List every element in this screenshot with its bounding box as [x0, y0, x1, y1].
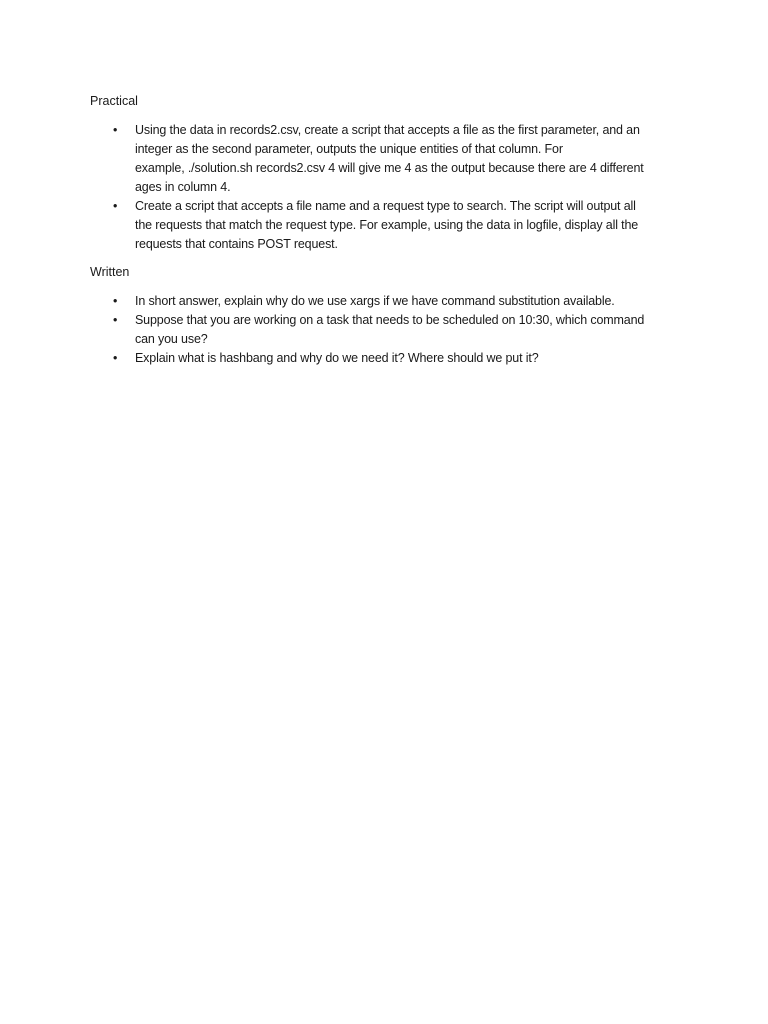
section-heading-written: Written — [90, 265, 130, 279]
list-item — [90, 197, 675, 254]
bullet-icon: • — [113, 313, 118, 327]
list-item — [90, 311, 675, 349]
list-item-text: requests that contains POST request. — [135, 237, 338, 251]
section-heading-practical: Practical — [90, 94, 138, 108]
bullet-icon: • — [113, 123, 118, 137]
bullet-icon: • — [113, 351, 118, 365]
list-item-text: Explain what is hashbang and why do we need it? Where should we put it? — [135, 351, 539, 365]
list-item-text: Using the data in records2.csv, create a script that accepts a file as the first parameter, and an — [135, 123, 640, 137]
list-item-text: Suppose that you are working on a task that needs to be scheduled on 10:30, which command — [135, 313, 645, 327]
bullet-icon: • — [113, 199, 118, 213]
list-item-text: integer as the second parameter, outputs the unique entities of that column. For — [135, 142, 563, 156]
written-list — [90, 292, 680, 368]
list-item — [90, 292, 675, 311]
list-item-text: the requests that match the request type. For example, using the data in logfile, display all the — [135, 218, 639, 232]
list-item-text: Create a script that accepts a file name and a request type to search. The script will output all — [135, 199, 636, 213]
list-item — [90, 349, 675, 368]
list-item — [90, 121, 675, 197]
practical-list — [90, 121, 680, 254]
list-item-text: example, ./solution.sh records2.csv 4 will give me 4 as the output because there are 4 different — [135, 161, 644, 175]
list-item-text: can you use? — [135, 332, 208, 346]
list-item-text: In short answer, explain why do we use xargs if we have command substitution available. — [135, 294, 615, 308]
document-content — [90, 92, 680, 368]
bullet-icon: • — [113, 294, 118, 308]
list-item-text: ages in column 4. — [135, 180, 231, 194]
